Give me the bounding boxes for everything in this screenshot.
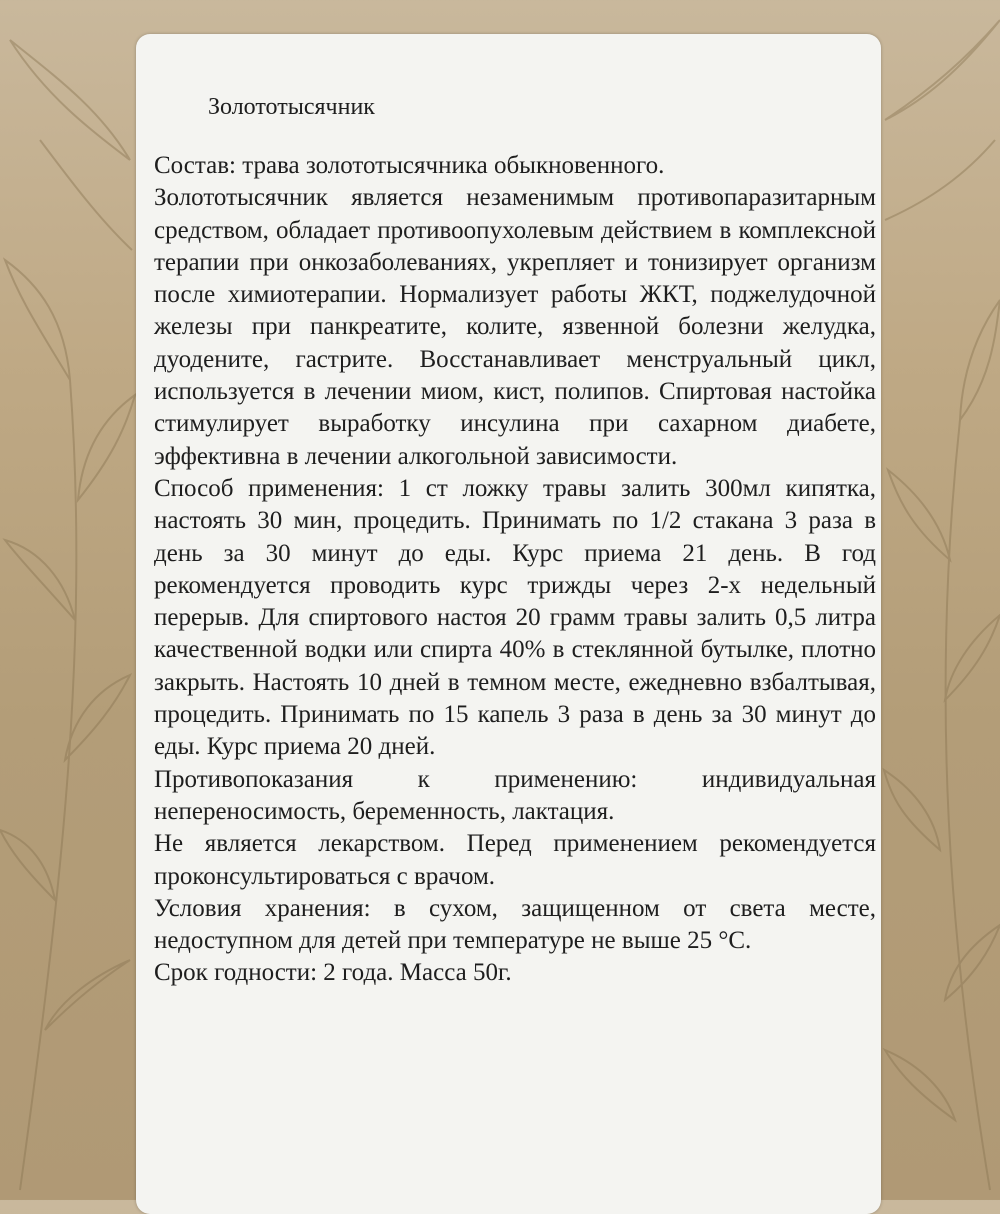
leaf-stem-left xyxy=(20,380,76,1190)
leaf-left-6 xyxy=(45,960,130,1030)
leaf-right-3 xyxy=(945,615,1000,700)
leaf-right-1 xyxy=(960,300,1000,420)
leaf-left-1 xyxy=(5,260,70,380)
storage-text: Условия хранения: в сухом, защищенном от света месте, недоступном для детей при температуре не выше 25 °С. xyxy=(154,894,876,955)
leaf-top-right-2 xyxy=(885,140,995,220)
leaf-top-left-2 xyxy=(40,140,132,250)
usage-text: Способ применения: 1 ст ложку травы залить 300мл кипятка, настоять 30 мин, процедить. Принимать по 1/2 стакана 3 раза в день за 30 минут до еды. Курс приема 21 день. В год рекомендуется проводить курс трижды через 2-х недельный перерыв. Для спиртового настоя 20 грамм травы залить 0,5 литра качественной водки или спирта 40% в стеклянной бутылке, плотно закрыть. Настоять 10 дней в темном месте, ежедневно взбалтывая, процедить. Принимать по 15 капель 3 раза в день за 30 минут до еды. Курс приема 20 дней. xyxy=(154,474,876,761)
leaf-left-3 xyxy=(5,540,75,620)
disclaimer-text: Не является лекарством. Перед применением рекомендуется проконсультироваться с врачом. xyxy=(154,830,876,890)
leaf-right-2 xyxy=(888,470,950,560)
shelf-life-mass-text: Срок годности: 2 года. Масса 50г. xyxy=(154,959,512,987)
leaf-right-5 xyxy=(945,925,1000,1000)
leaf-right-4 xyxy=(884,770,940,850)
leaf-top-left xyxy=(10,40,130,160)
leaf-right-6 xyxy=(885,1050,955,1120)
contraindications-text: Противопоказания к применению: индивидуальная непереносимость, беременность, лактация. xyxy=(154,765,876,825)
leaf-stem-right xyxy=(946,420,990,1190)
label-text-body xyxy=(154,150,876,990)
leaf-left-5 xyxy=(0,830,55,900)
product-title: Золототысячник xyxy=(208,94,375,120)
leaf-left-2 xyxy=(78,395,135,500)
leaf-left-4 xyxy=(65,675,130,760)
composition-text: Состав: трава золототысячника обыкновенного. xyxy=(154,152,665,179)
leaf-top-right xyxy=(885,20,1000,120)
description-text: Золототысячник является незаменимым противопаразитарным средством, обладает противоопухолевым действием в комплексной терапии при онкозаболеваниях, укрепляет и тонизирует организм после химиотерапии. Нормализует работы ЖКТ, поджелудочной железы при панкреатите, колите, язвенной болезни желудка, дуодените, гастрите. Восстанавливает менструальный цикл, используется в лечении миом, кист, полипов. Спиртовая настойка стимулирует выработку инсулина при сахарном диабете, эффективна в лечении алкогольной зависимости. xyxy=(154,184,876,470)
